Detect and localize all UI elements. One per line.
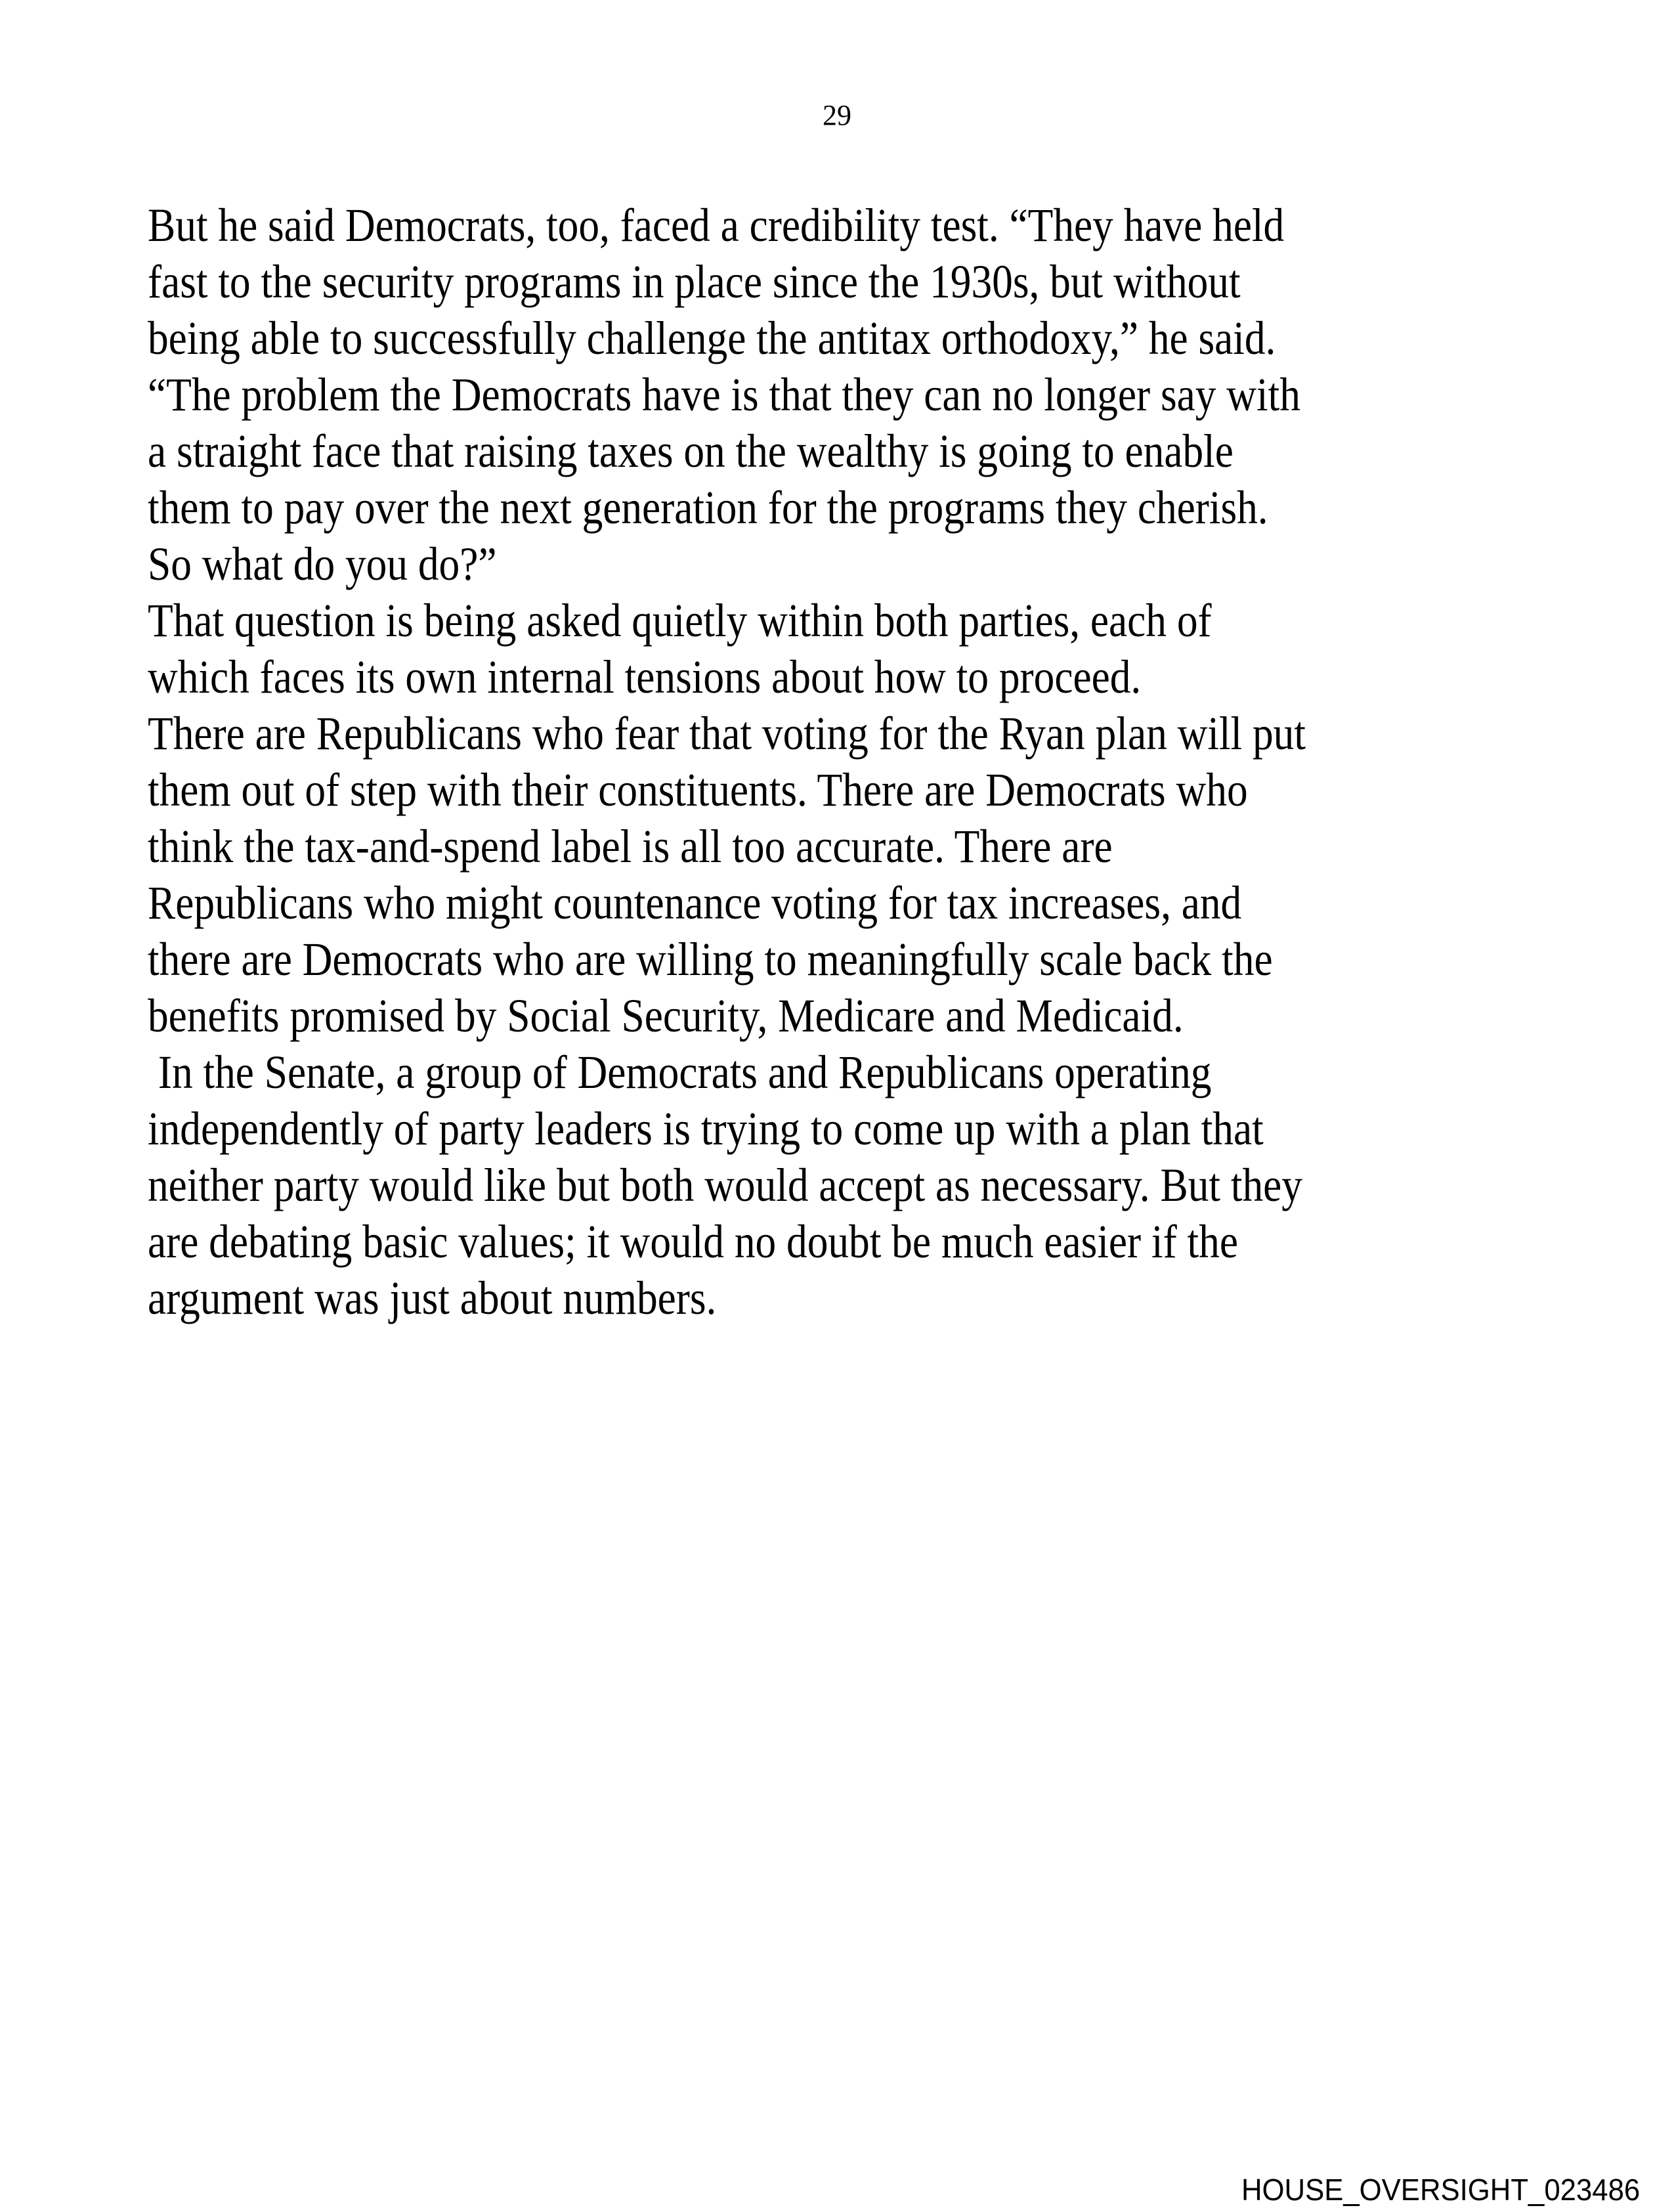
document-id-footer: HOUSE_OVERSIGHT_023486 — [1241, 2173, 1640, 2207]
text-line: think the tax-and-spend label is all too accurate. There are — [148, 820, 1113, 873]
text-line: There are Republicans who fear that voting for the Ryan plan will put — [148, 707, 1306, 760]
body-text — [148, 197, 1306, 1326]
page-number: 29 — [823, 99, 851, 131]
text-line: there are Democrats who are willing to meaningfully scale back the — [148, 933, 1273, 986]
text-line: them out of step with their constituents. There are Democrats who — [148, 764, 1248, 816]
text-line: them to pay over the next generation for the programs they cherish. — [148, 481, 1268, 534]
text-line: being able to successfully challenge the antitax orthodoxy,” he said. — [148, 312, 1276, 364]
text-line: benefits promised by Social Security, Medicare and Medicaid. — [148, 989, 1184, 1042]
text-line: In the Senate, a group of Democrats and Republicans operating — [148, 1046, 1212, 1098]
text-line: argument was just about numbers. — [148, 1272, 717, 1324]
text-line: Republicans who might countenance voting for tax increases, and — [148, 877, 1242, 929]
text-line: are debating basic values; it would no doubt be much easier if the — [148, 1215, 1238, 1268]
text-line: So what do you do?” — [148, 538, 497, 590]
text-line: which faces its own internal tensions about how to proceed. — [148, 651, 1142, 703]
text-line: a straight face that raising taxes on the wealthy is going to enable — [148, 425, 1234, 477]
text-line: independently of party leaders is trying to come up with a plan that — [148, 1102, 1264, 1155]
text-line: “The problem the Democrats have is that they can no longer say with — [148, 368, 1300, 421]
text-line: fast to the security programs in place since the 1930s, but without — [148, 255, 1241, 308]
text-line: neither party would like but both would accept as necessary. But they — [148, 1159, 1302, 1211]
text-line: But he said Democrats, too, faced a credibility test. “They have held — [148, 199, 1285, 251]
text-line: That question is being asked quietly within both parties, each of — [148, 594, 1212, 647]
